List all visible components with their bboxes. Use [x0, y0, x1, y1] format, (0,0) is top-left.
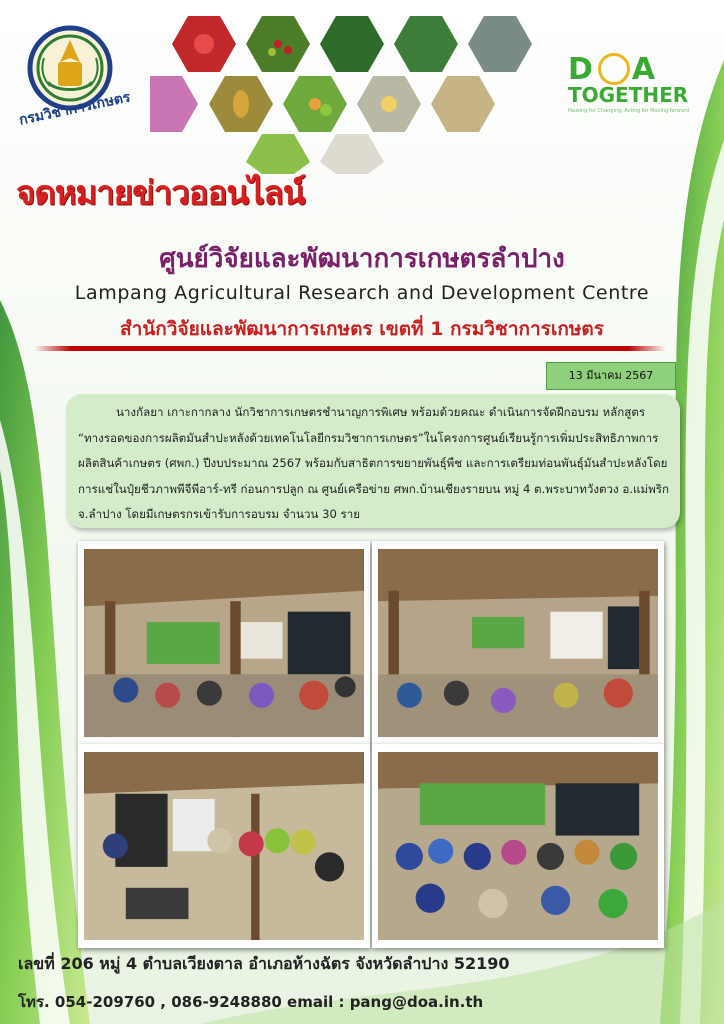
brand-wordmark: D A — [568, 52, 659, 87]
footer-contact: โทร. 054-209760 , 086-9248880 email : pang@doa.in.th — [18, 993, 484, 1011]
event-photo-1 — [78, 541, 370, 745]
brand-tagline: Pausing for Changing, Acting for Moving forward — [568, 108, 690, 114]
brand-together: TOGETHER — [568, 83, 689, 107]
event-photo-4 — [372, 744, 664, 948]
title-divider — [34, 346, 666, 351]
training-pavilion-photo — [84, 547, 364, 739]
doa-logo-label: กรมวิชาการเกษตร — [17, 89, 132, 129]
demonstration-photo — [84, 750, 364, 942]
presentation-photo — [378, 547, 658, 739]
footer-address: เลขที่ 206 หมู่ 4 ตำบลเวียงตาล อำเภอห้างฉัตร จังหวัดลำปาง 52190 — [18, 954, 510, 973]
agriculture-hexagon-collage — [150, 14, 550, 174]
event-photo-3 — [78, 744, 370, 948]
centre-name-english: Lampang Agricultural Research and Development Centre — [74, 282, 650, 304]
doa-together-brand — [568, 52, 718, 114]
office-name: สำนักวิจัยและพัฒนาการเกษตร เขตที่ 1 กรมวิชาการเกษตร — [120, 318, 604, 340]
news-body-text: นางกัลยา เกาะกากลาง นักวิชาการเกษตรชำนาญการพิเศษ พร้อมด้วยคณะ ดำเนินการจัดฝึกอบรม หลักสูตร “ทางรอดของการผลิตมันสำปะหลังด้วยเทคโนโลยีกรมวิชาการเกษตร”ในโครงการศูนย์เรียนรู้การเพิ่มประสิทธิภาพการผลิตสินค้าเกษตร (ศพก.) ปีงบประมาณ 2567 พร้อมกับสาธิตการขยายพันธุ์พืช และการเตรียมท่อนพันธุ์มันสำปะหลังโดยการแช่ในปุ๋ยชีวภาพพีจีพีอาร์-ทรี ก่อนการปลูก ณ ศูนย์เครือข่าย ศพก.บ้านเชียงรายบน หมู่ 4 ต.พระบาทวังตวง อ.แม่พริก จ.ลำปาง โดยมีเกษตรกรเข้ารับการอบรม จำนวน 30 ราย — [78, 405, 670, 521]
brand-circle-icon — [598, 53, 630, 85]
newsletter-title: จดหมายข่าวออนไลน์ — [16, 173, 305, 212]
centre-name-thai: ศูนย์วิจัยและพัฒนาการเกษตรลำปาง — [159, 244, 565, 274]
group-photo — [378, 750, 658, 942]
event-photo-2 — [372, 541, 664, 745]
date-badge: 13 มีนาคม 2567 — [546, 362, 676, 390]
